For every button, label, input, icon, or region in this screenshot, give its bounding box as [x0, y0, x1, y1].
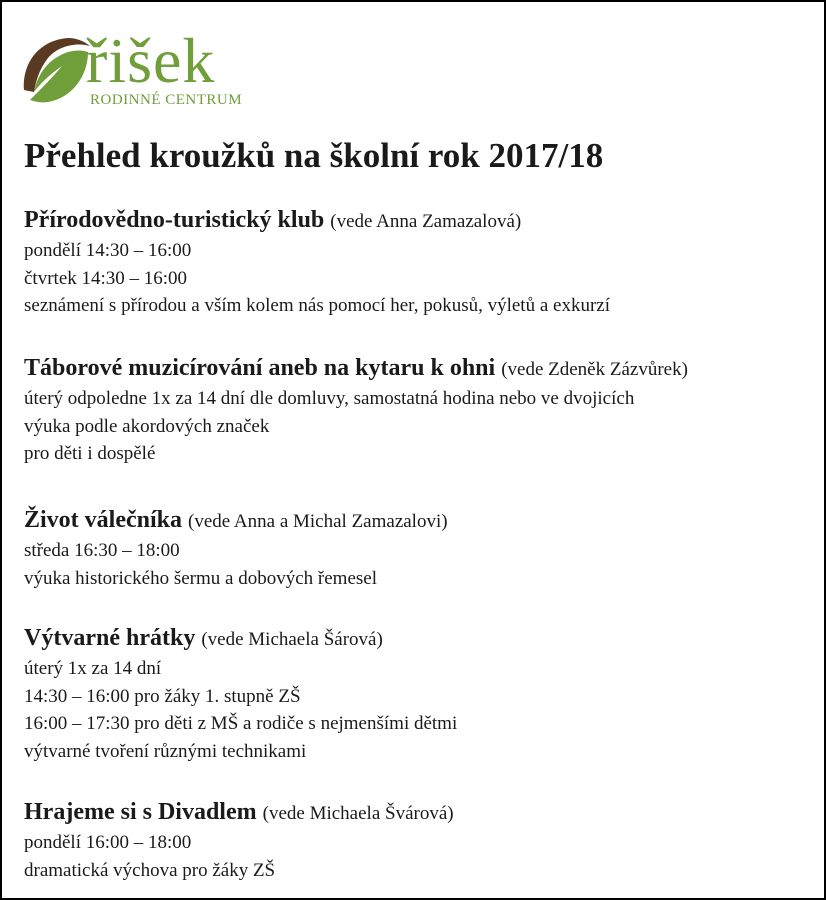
- club-detail-line: pondělí 16:00 – 18:00: [24, 832, 192, 853]
- club-detail-line: úterý odpoledne 1x za 14 dní dle domluvy, samostatná hodina nebo ve dvojicích: [24, 388, 635, 409]
- logo-name: řišek: [86, 25, 216, 96]
- club-detail-line: dramatická výchova pro žáky ZŠ: [24, 859, 276, 881]
- club-leader: (vede Anna Zamazalová): [330, 211, 522, 232]
- club-detail-line: čtvrtek 14:30 – 16:00: [24, 267, 188, 289]
- club-leader: (vede Anna a Michal Zamazalovi): [188, 511, 448, 532]
- club-detail-line: úterý 1x za 14 dní: [24, 658, 162, 679]
- club-heading: [24, 505, 448, 537]
- logo: [18, 25, 278, 116]
- leaf-logo-icon: [18, 32, 92, 106]
- club-heading: [24, 797, 454, 829]
- club-detail-line: 14:30 – 16:00 pro žáky 1. stupně ZŠ: [24, 685, 301, 707]
- club-detail-line: 16:00 – 17:30 pro děti z MŠ a rodiče s nejmenšími dětmi: [24, 713, 458, 734]
- club-name: Hrajeme si s Divadlem: [24, 799, 257, 825]
- club-section: [24, 797, 454, 884]
- club-section: [24, 505, 448, 592]
- club-section: [24, 353, 688, 468]
- club-name: Výtvarné hrátky: [24, 625, 196, 651]
- club-detail-line: výuka historického šermu a dobových řemesel: [24, 567, 377, 589]
- club-detail-line: výuka podle akordových značek: [24, 415, 270, 437]
- club-detail-line: výtvarné tvoření různými technikami: [24, 740, 307, 762]
- club-leader: (vede Zdeněk Zázvůrek): [501, 359, 688, 380]
- club-name: Život válečníka: [24, 507, 183, 533]
- club-name: Přírodovědno-turistický klub: [24, 207, 325, 233]
- logo-subtitle: RODINNÉ CENTRUM: [90, 92, 243, 108]
- club-leader: (vede Michaela Švárová): [262, 803, 454, 824]
- club-heading: [24, 623, 457, 655]
- club-name: Táborové muzicírování aneb na kytaru k ohni: [24, 355, 496, 381]
- club-detail-line: seznámení s přírodou a vším kolem nás pomocí her, pokusů, výletů a exkurzí: [24, 295, 610, 316]
- club-detail-line: pondělí 14:30 – 16:00: [24, 240, 192, 261]
- club-section: [24, 623, 457, 765]
- club-heading: [24, 205, 610, 237]
- club-section: [24, 205, 610, 320]
- club-detail-line: pro děti i dospělé: [24, 443, 156, 464]
- page-title: Přehled kroužků na školní rok 2017/18: [24, 136, 604, 175]
- club-heading: [24, 353, 688, 385]
- club-leader: (vede Michaela Šárová): [201, 629, 383, 650]
- club-detail-line: středa 16:30 – 18:00: [24, 540, 180, 561]
